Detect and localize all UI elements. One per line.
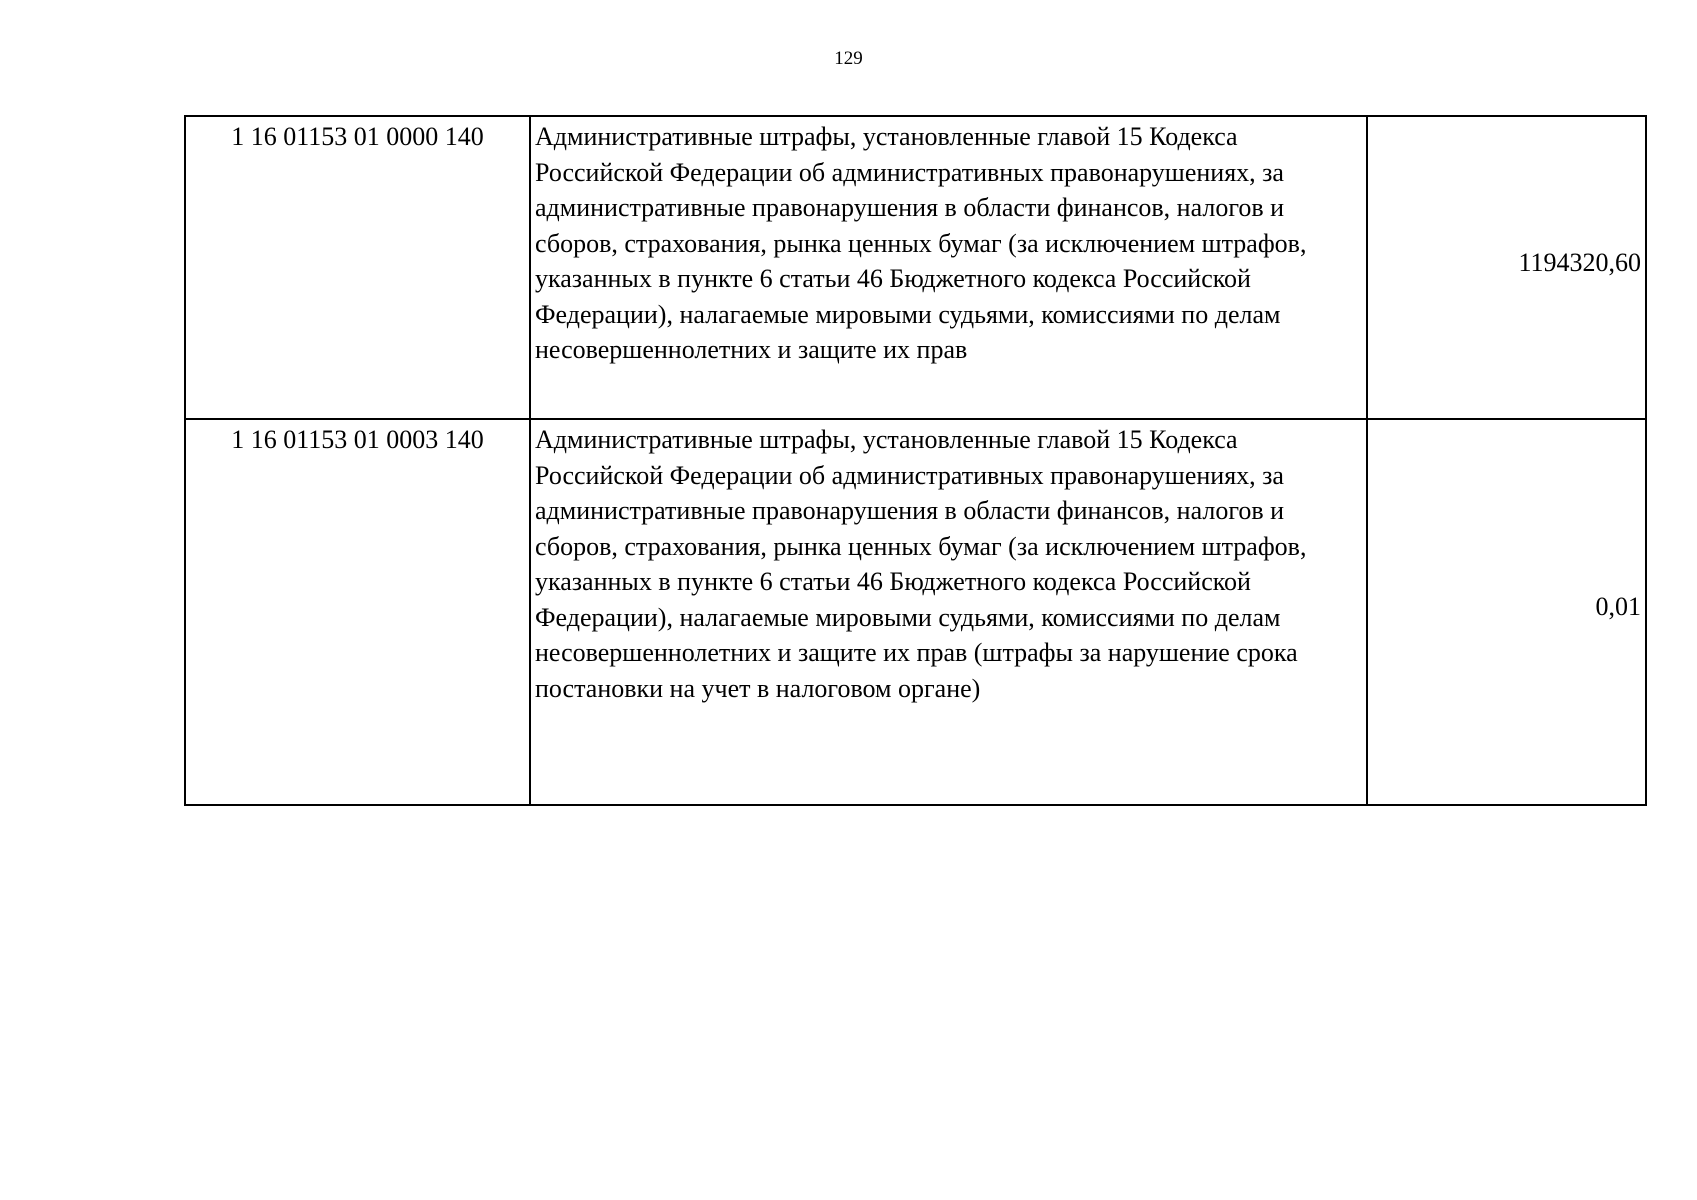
revenue-table [184, 115, 1647, 806]
table-row [185, 116, 1646, 419]
amount-cell: 0,01 [1367, 419, 1646, 805]
description-cell: Административные штрафы, установленные главой 15 Кодекса Российской Федерации об административных правонарушениях, за административные правонарушения в области финансов, налогов и сборов, страхования, рынка ценных бумаг (за исключением штрафов, указанных в пункте 6 статьи 46 Бюджетного кодекса Российской Федерации), налагаемые мировыми судьями, комиссиями по делам несовершеннолетних и защите их прав [530, 116, 1367, 419]
budget-code-cell: 1 16 01153 01 0003 140 [185, 419, 530, 805]
page-number: 129 [834, 48, 863, 69]
table-row [185, 419, 1646, 805]
amount-cell: 1194320,60 [1367, 116, 1646, 419]
budget-code-cell: 1 16 01153 01 0000 140 [185, 116, 530, 419]
description-cell: Административные штрафы, установленные главой 15 Кодекса Российской Федерации об административных правонарушениях, за административные правонарушения в области финансов, налогов и сборов, страхования, рынка ценных бумаг (за исключением штрафов, указанных в пункте 6 статьи 46 Бюджетного кодекса Российской Федерации), налагаемые мировыми судьями, комиссиями по делам несовершеннолетних и защите их прав (штрафы за нарушение срока постановки на учет в налоговом органе) [530, 419, 1367, 805]
